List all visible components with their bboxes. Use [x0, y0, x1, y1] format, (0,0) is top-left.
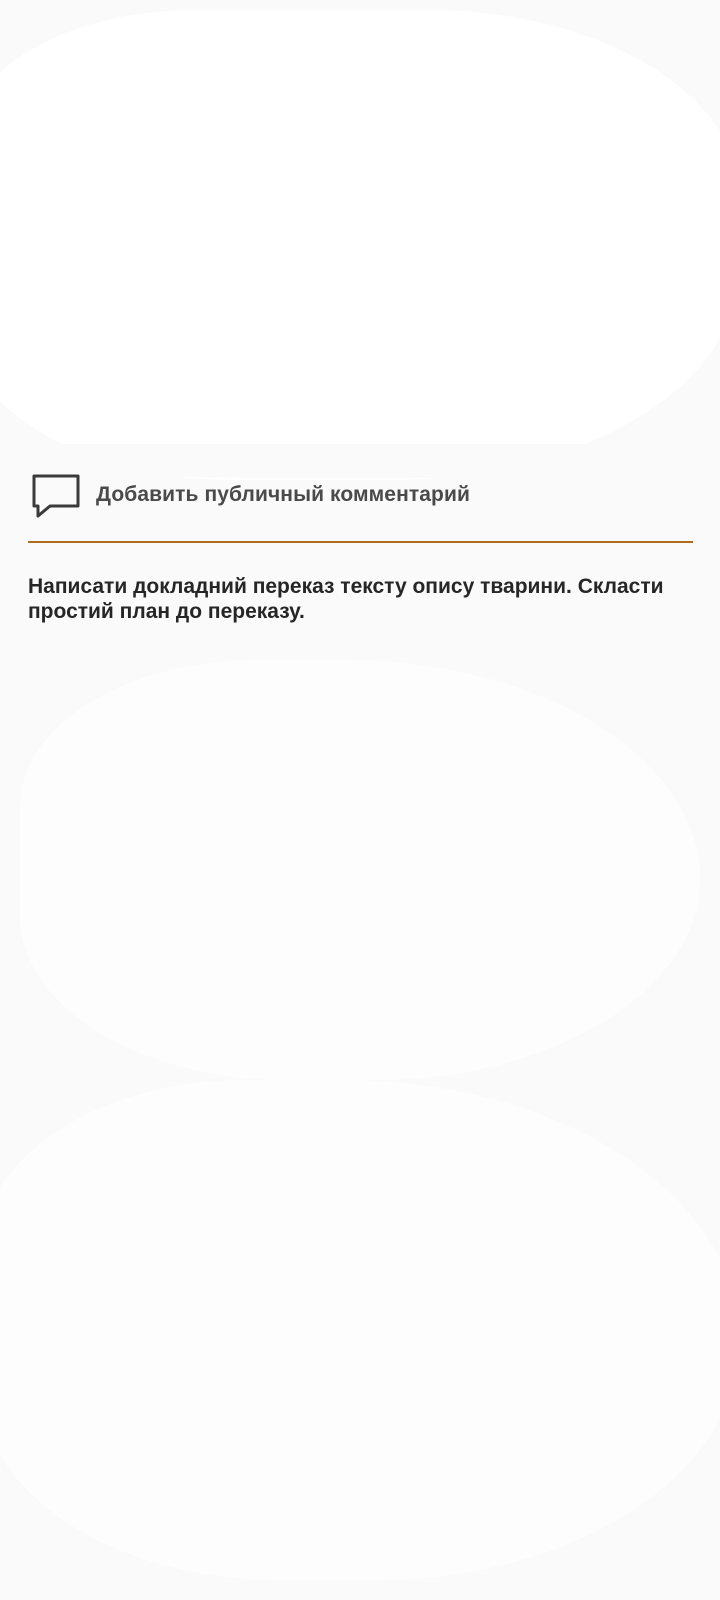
redaction-smudge [0, 10, 720, 480]
comment-icon [28, 470, 82, 520]
section-divider [28, 541, 693, 543]
add-public-comment-button[interactable] [28, 470, 693, 520]
redaction-smudge [20, 660, 700, 1080]
task-description: Написати докладний переказ тексту опису тварини. Скласти простий план до переказу. [28, 575, 664, 623]
redaction-smudge [0, 1080, 720, 1580]
add-public-comment-label: Добавить публичный комментарий [96, 483, 470, 506]
redaction-scribble [28, 444, 693, 478]
